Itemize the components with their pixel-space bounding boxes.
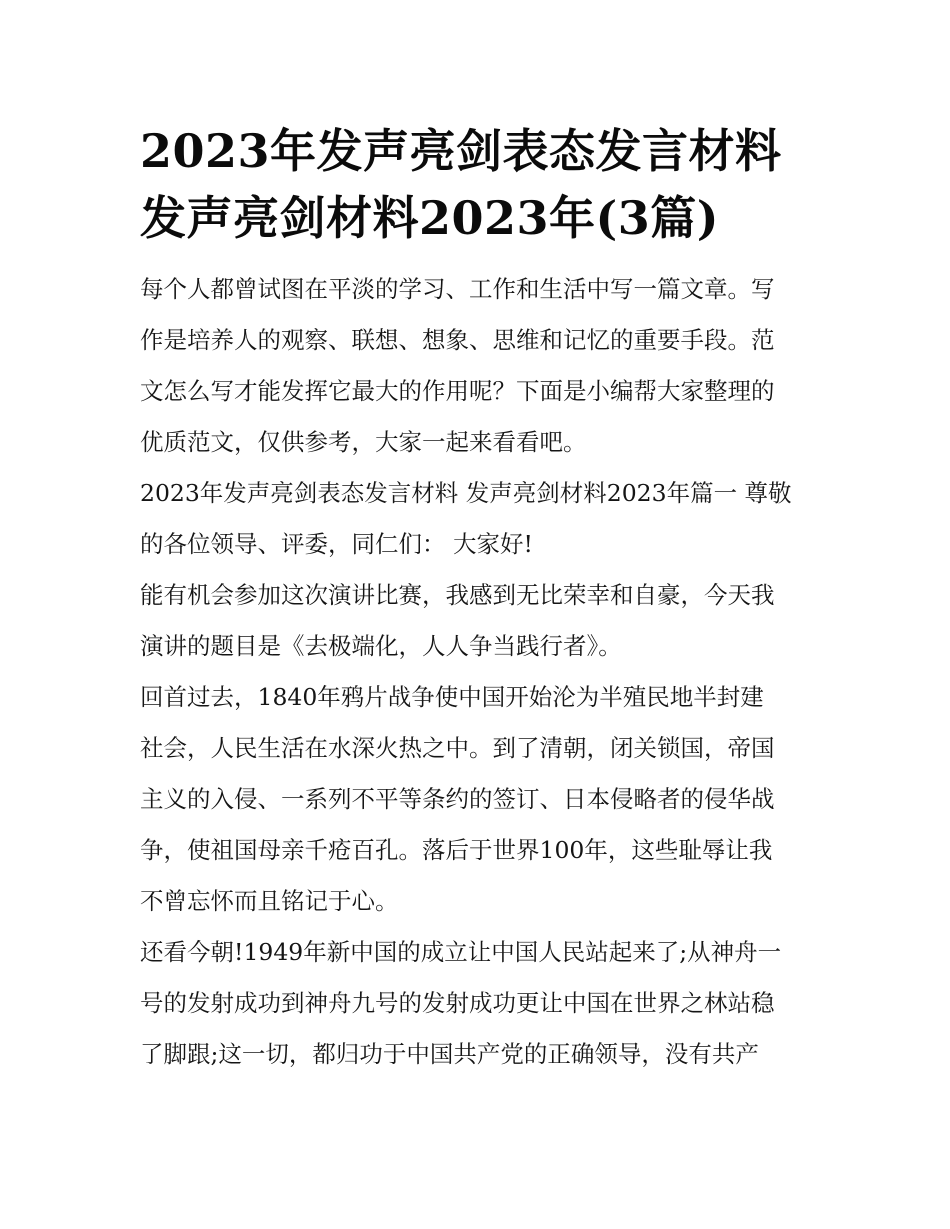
text-line: 主义的入侵、一系列不平等条约的签订、日本侵略者的侵华战 [140, 785, 775, 813]
text-line: 还看今朝!1949年新中国的成立让中国人民站起来了;从神舟一 [140, 938, 782, 966]
text-line: 社会，人民生活在水深火热之中。到了清朝，闭关锁国，帝国 [140, 734, 775, 762]
paragraph-history [140, 678, 812, 933]
paragraph-today [140, 933, 812, 1086]
text-line: 的各位领导、评委，同仁们： 大家好! [140, 530, 533, 558]
text-line: 演讲的题目是《去极端化，人人争当践行者》。 [140, 632, 622, 660]
text-line: 优质范文，仅供参考，大家一起来看看吧。 [140, 428, 587, 456]
paragraph-topic [140, 576, 812, 678]
text-line: 争，使祖国母亲千疮百孔。落后于世界100年，这些耻辱让我 [140, 836, 773, 864]
text-line: 2023年发声亮剑表态发言材料 发声亮剑材料2023年篇一 尊敬 [140, 479, 792, 507]
text-line: 回首过去，1840年鸦片战争使中国开始沦为半殖民地半封建 [140, 683, 764, 711]
paragraph-intro [140, 270, 812, 474]
text-line: 每个人都曾试图在平淡的学习、工作和生活中写一篇文章。写 [140, 275, 775, 303]
text-line: 作是培养人的观察、联想、想象、思维和记忆的重要手段。范 [140, 326, 775, 354]
text-line: 不曾忘怀而且铭记于心。 [140, 887, 399, 915]
title-line-1: 2023年发声亮剑表态发言材料 [140, 124, 782, 178]
paragraph-greeting [140, 474, 812, 576]
document-title [140, 118, 812, 252]
title-line-2: 发声亮剑材料2023年(3篇) [140, 191, 720, 245]
text-line: 了脚跟;这一切，都归功于中国共产党的正确领导，没有共产 [140, 1040, 759, 1068]
text-line: 号的发射成功到神舟九号的发射成功更让中国在世界之林站稳 [140, 989, 775, 1017]
text-line: 能有机会参加这次演讲比赛，我感到无比荣幸和自豪，今天我 [140, 581, 775, 609]
document-content [140, 118, 812, 1086]
text-line: 文怎么写才能发挥它最大的作用呢？下面是小编帮大家整理的 [140, 377, 775, 405]
